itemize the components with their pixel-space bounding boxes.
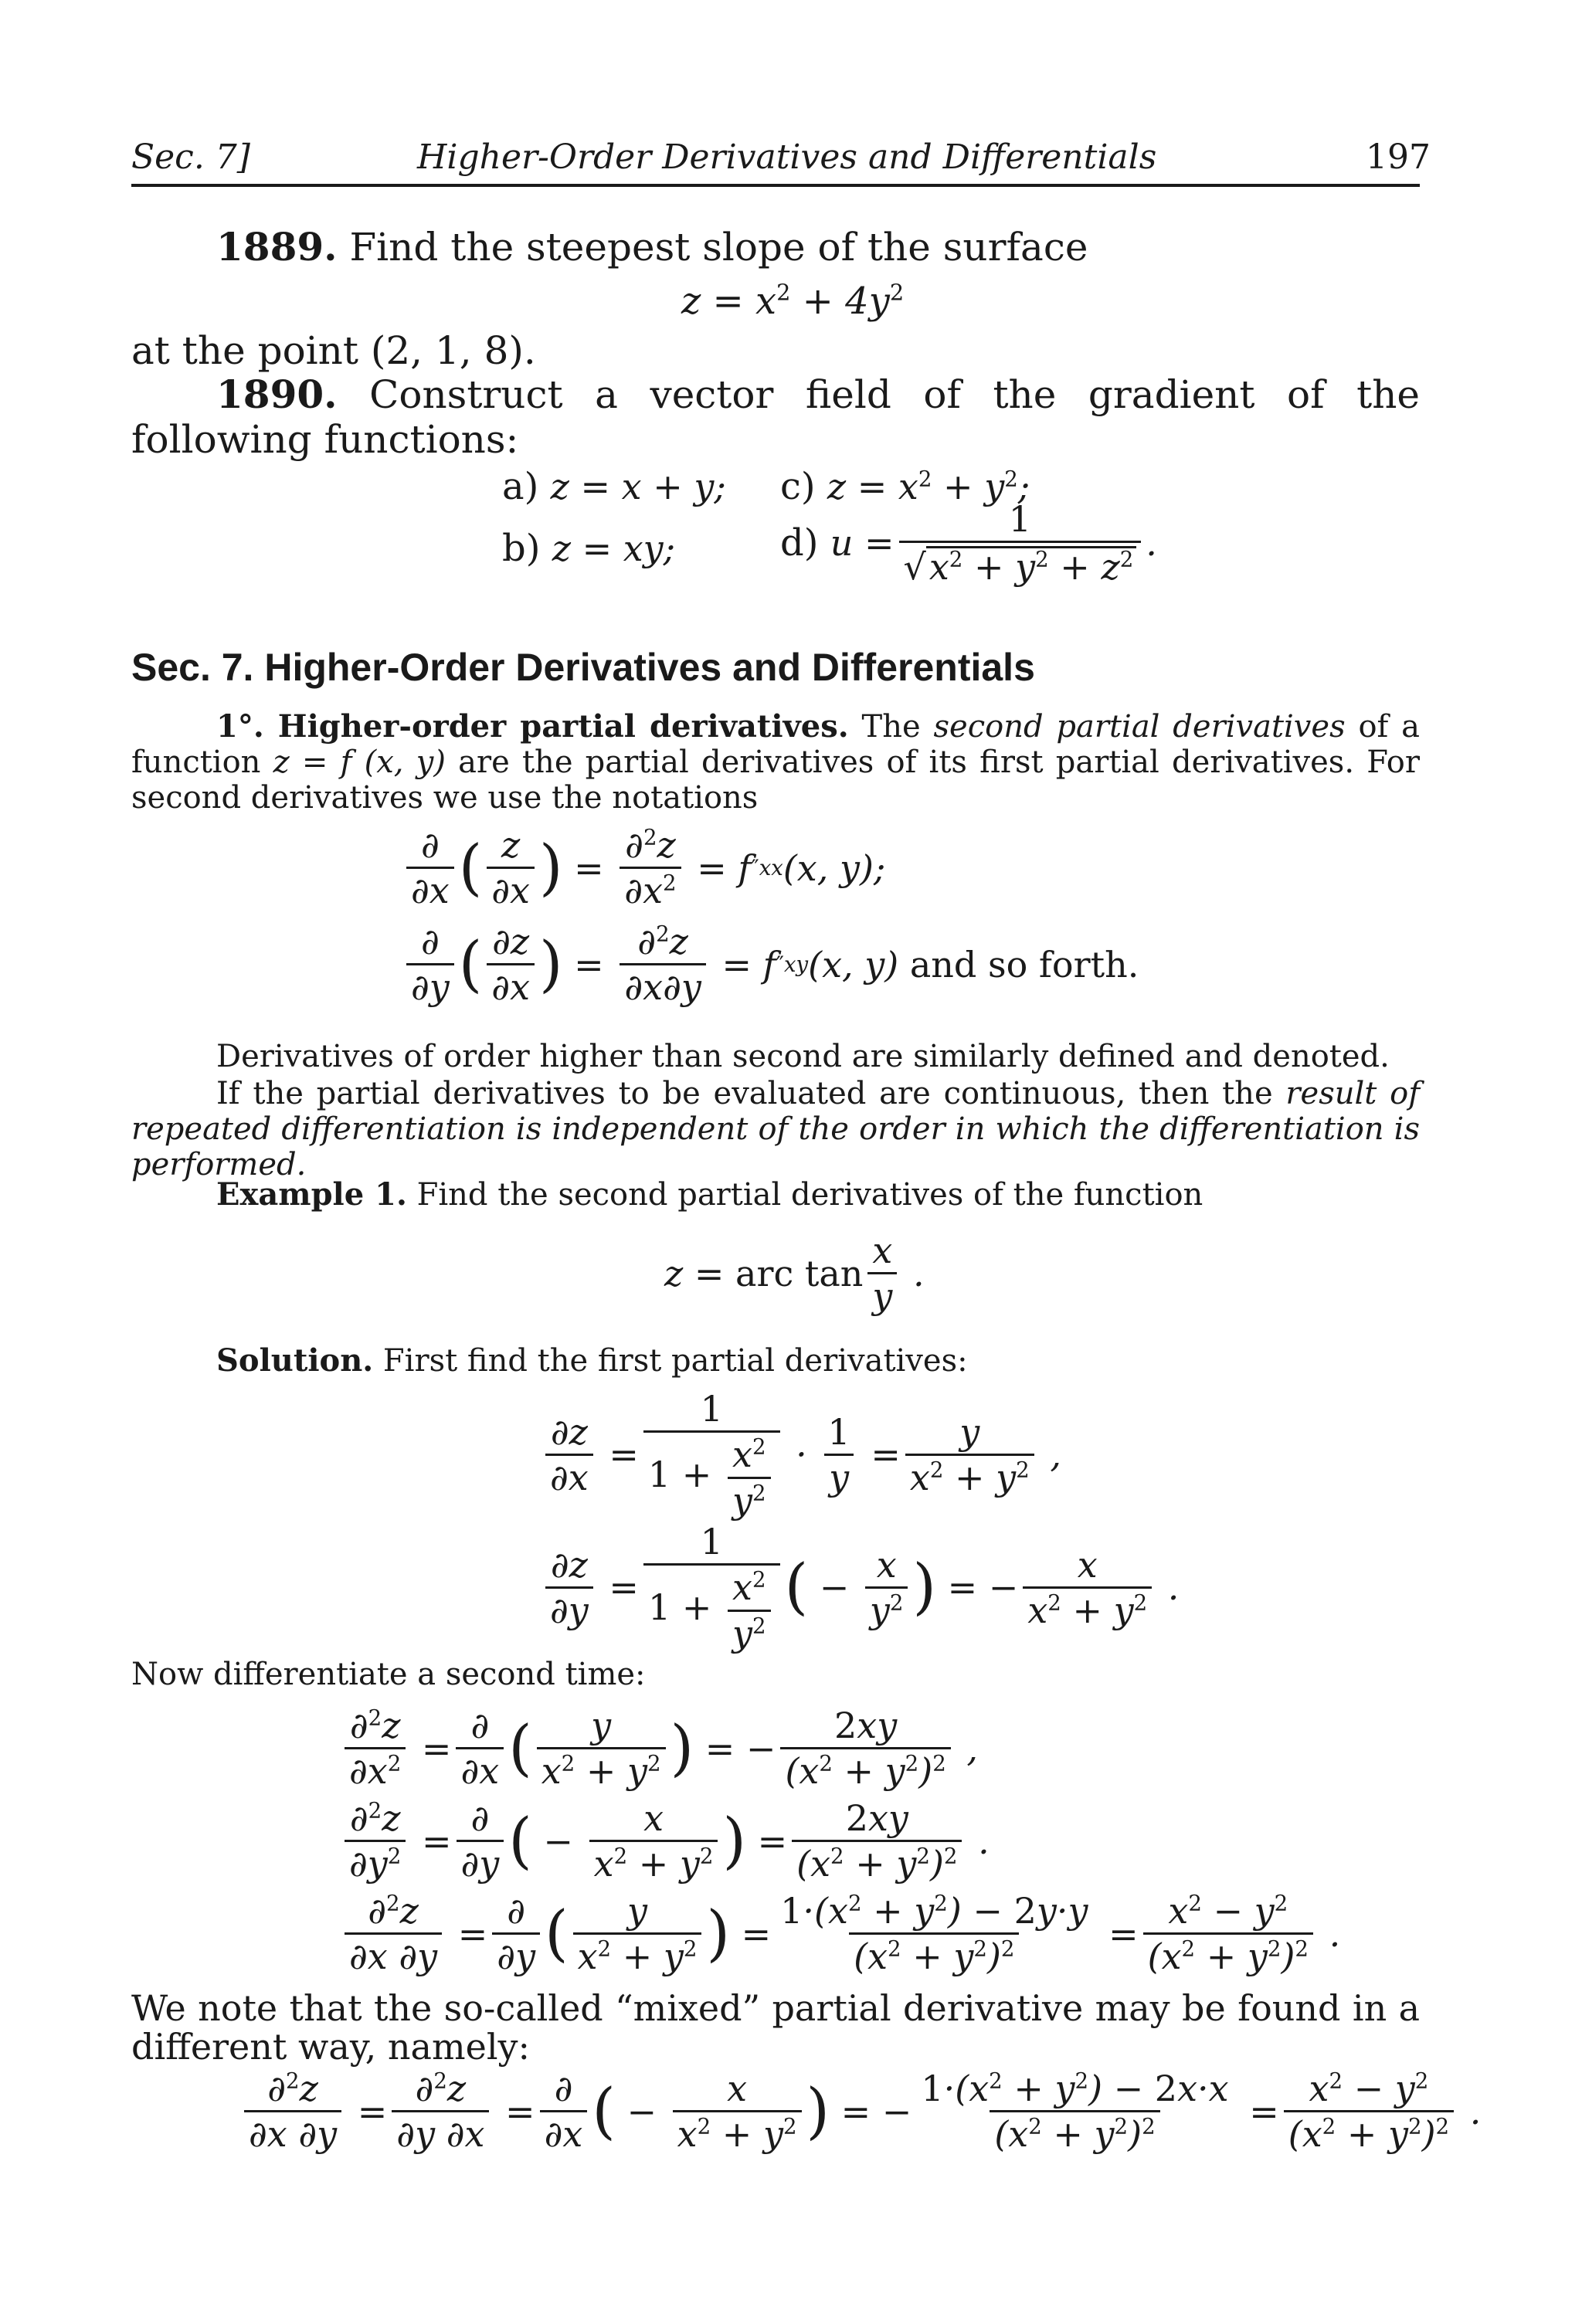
problem-1889-point: at the point (2, 1, 8).	[131, 328, 536, 373]
item-b: b) z = xy;	[502, 527, 676, 570]
header-section: Sec. 7]	[131, 137, 250, 177]
header-title: Higher-Order Derivatives and Differentials	[417, 137, 1157, 177]
paragraph-higher-order: Derivatives of order higher than second are similarly defined and denoted.	[216, 1039, 1390, 1074]
page-number: 197	[1366, 137, 1431, 177]
problem-text: Find the steepest slope of the surface	[349, 225, 1088, 270]
note-paragraph: We note that the so-called “mixed” partial derivative may be found in a different way, namely:	[131, 1987, 1420, 2068]
section-title: Sec. 7. Higher-Order Derivatives and Differentials	[131, 646, 1035, 689]
equation-d2z-dy2: $\frac{\partial^2z}{\partial y^2}$ = $\frac{\partial}{\partial y}$ ( − $\frac{x}{x^2 + y^2}$ ) = $\frac{2xy}{(x^2 + y^2)^2}$ .	[340, 1800, 990, 1883]
notation-xx: $\frac{\partial}{\partial x}$ ( $\frac{z}{\partial x}$ ) = $\frac{\partial^2z}{\partial x^2}$ = f ″ xx (x, y);	[402, 826, 885, 910]
header-rule	[131, 184, 1420, 187]
equation-d2z-dx2: $\frac{\partial^2z}{\partial x^2}$ = $\frac{\partial}{\partial x}$ ( $\frac{y}{x^2 + y^2}$ ) = − $\frac{2xy}{(x^2 + y^2)^2}$ ,	[340, 1707, 978, 1790]
paragraph-continuity: If the partial derivatives to be evaluated are continuous, then the result of repeated differentiation is independent of the order in which the differentiation is performed.	[131, 1076, 1421, 1182]
item-d: d) u = $\frac{1}{√x^2 + y^2 + z^2}$ .	[780, 498, 1157, 589]
equation-arctan: z = arc tan $\frac{x}{y}$ .	[664, 1230, 925, 1318]
solution-line: Solution. First find the first partial derivatives:	[216, 1342, 968, 1379]
equation-dz-dx: $\frac{\partial z}{\partial x}$ = 1 1 + $\frac{x^2}{y^2}$ · $\frac{1}{y}$ = $\frac{y}{x^2 + y^2}$ ,	[541, 1390, 1061, 1519]
problem-number: 1889.	[216, 224, 338, 270]
problem-number: 1890.	[216, 372, 338, 417]
example-1: Example 1. Find the second partial derivatives of the function	[216, 1176, 1203, 1213]
item-a: a) z = x + y;	[502, 465, 726, 508]
problem-1890	[131, 372, 1420, 462]
second-time-line: Now differentiate a second time:	[131, 1657, 646, 1692]
equation-mixed-alt: $\frac{\partial^2z}{\partial x \partial y}$ = $\frac{\partial^2z}{\partial y \partial x}$ = $\frac{\partial}{\partial x}$ ( − $\frac{x}{x^2 + y^2}$ ) = − $\frac{1\cdot(x^2 + y^2) - 2x\cdot x}{(x^2 + y^2)^2}$ = $\frac{x^2 - y^2}{(x^2 + y^2)^2}$ .	[239, 2070, 1481, 2153]
problem-1889	[216, 224, 1088, 270]
notation-xy: $\frac{\partial}{\partial y}$ ( $\frac{\partial z}{\partial x}$ ) = $\frac{\partial^2z}{\partial x\partial y}$ = f ″ xy (x, y) and so forth.	[402, 923, 1139, 1006]
problem-text: Construct a vector field of the gradient of the following functions:	[131, 372, 1420, 462]
equation-dz-dy: $\frac{\partial z}{\partial y}$ = 1 1 + $\frac{x^2}{y^2}$ ( − $\frac{x}{y^2}$ ) = − $\frac{x}{x^2 + y^2}$ .	[541, 1523, 1179, 1652]
intro-paragraph: 1°. Higher-order partial derivatives. The second partial derivatives of a function z = f (x, y) are the partial derivatives of its first partial derivatives. For second derivatives we use the notations	[131, 708, 1421, 816]
equation-surface: $z = x^2 + 4y^2$	[681, 279, 905, 323]
equation-d2z-dxdy: $\frac{\partial^2z}{\partial x \partial y}$ = $\frac{\partial}{\partial y}$ ( $\frac{y}{x^2 + y^2}$ ) = $\frac{1\cdot(x^2 + y^2) - 2y\cdot y}{(x^2 + y^2)^2}$ = $\frac{x^2 - y^2}{(x^2 + y^2)^2}$ .	[340, 1892, 1340, 1976]
item-c: c) $z = x^2 + y^2$;	[780, 465, 1030, 508]
